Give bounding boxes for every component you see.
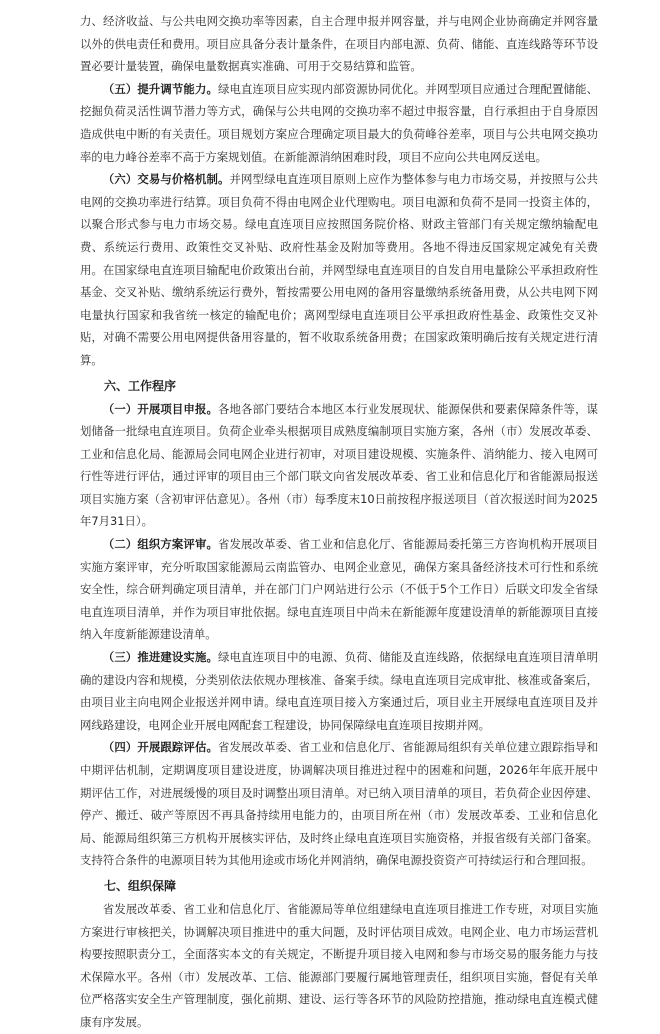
- paragraph-text: 绿电直连项目应实现内部资源协同优化。并网型项目应通过合理配置储能、挖掘负荷灵活性调节潜力等方式，确保与公共电网的交换功率不超过申报容量，自行承担由于自身原因造成供电中断的有关责任。项目规划方案应合理确定项目最大的负荷峰谷差率，项目与公共电网交换功率的电力峰谷差率不高于方案规划值。在新能源消纳困难时段，项目不应向公共电网反送电。: [80, 81, 598, 164]
- paragraph-regulation-capability: [80, 78, 598, 168]
- paragraph-text: 并网型绿电直连项目原则上应作为整体参与电力市场交易，并按照与公共电网的交换功率进行结算。项目负荷不得由电网企业代理购电。项目电源和负荷不是同一投资主体的，以聚合形式参与电力市场交易。绿电直连项目应按照国务院价格、财政主管部门有关规定缴纳输配电费、系统运行费用、政策性交叉补贴、政府性基金及附加等费用。各地不得违反国家规定减免有关费用。在国家绿电直连项目输配电价政策出台前，并网型绿电直连项目的自发自用电量除公平承担政府性基金、交叉补贴、缴纳系统运行费外，暂按需要公用电网的备用容量缴纳系统备用费，从公共电网下网电量执行国家和我省统一核定的输配电价；离网型绿电直连项目公平承担政府性基金、政策性交叉补贴，对确不需要公用电网提供备用容量的，暂不收取系统备用费；在国家政策明确后按有关规定进行清算。: [80, 172, 598, 367]
- paragraph-trading-pricing: [80, 168, 598, 371]
- subsection-lead: （一）开展项目申报。: [102, 401, 218, 416]
- paragraph-tracking-evaluation: [80, 736, 598, 872]
- subsection-lead: （三）推进建设实施。: [102, 650, 218, 665]
- paragraph-metering: [80, 10, 598, 78]
- paragraph-project-application: [80, 398, 598, 534]
- paragraph-organization: [80, 898, 598, 1034]
- subsection-lead: （二）组织方案评审。: [102, 537, 218, 552]
- paragraph-construction: [80, 646, 598, 736]
- section-heading-guarantee: 七、组织保障: [104, 878, 177, 893]
- section-heading-procedure: 六、工作程序: [104, 378, 177, 393]
- paragraph-text: 各地各部门要结合本地区本行业发展现状、能源保供和要素保障条件等，谋划储备一批绿电直连项目。负荷企业牵头根据项目成熟度编制项目实施方案，各州（市）发展改革委、工业和信息化局、能源局会同电网企业进行初审，对项目建设规模、实施条件、消纳能力、接入电网可行性等进行评估，通过评审的项目由三个部门联文向省发展改革委、省工业和信息化厅和省能源局报送项目实施方案（含初审评估意见）。各州（市）每季度末10日前按程序报送项目（首次报送时间为2025年7月31日）。: [80, 401, 598, 529]
- paragraph-text: 省发展改革委、省工业和信息化厅、省能源局委托第三方咨询机构开展项目实施方案评审，充分听取国家能源局云南监管办、电网企业意见，确保方案具备经济技术可行性和系统安全性，综合研判确定项目清单，并在部门门户网站进行公示（不低于5个工作日）后联文印发全省绿电直连项目清单，并作为项目审批依据。绿电直连项目中尚未在新能源年度建设清单的新能源项目直接纳入年度新能源建设清单。: [80, 537, 598, 642]
- paragraph-text: 力、经济收益、与公共电网交换功率等因素，自主合理申报并网容量，并与电网企业协商确定并网容量以外的供电责任和费用。项目应具备分表计量条件，在项目内部电源、负荷、储能、直连线路等环节设置必要计量装置，确保电量数据真实准确、可用于交易结算和监管。: [80, 14, 598, 74]
- subsection-lead: （四）开展跟踪评估。: [102, 740, 218, 755]
- subsection-lead: （五）提升调节能力。: [102, 81, 218, 96]
- paragraph-text: 省发展改革委、省工业和信息化厅、省能源局组织有关单位建立跟踪指导和中期评估机制，定期调度项目建设进度，协调解决项目推进过程中的困难和问题，2026年年底开展中期评估工作，对进展缓慢的项目及时调整出项目清单。对已纳入项目清单的项目，若负荷企业因停建、停产、搬迁、破产等原因不再具备持续用电能力的，由项目所在州（市）发展改革委、工业和信息化局、能源局组织第三方机构开展核实评估，及时终止绿电直连项目实施资格，并报省级有关部门备案。支持符合条件的电源项目转为其他用途或市场化并网消纳，确保电源投资资产可持续运行和合理回报。: [80, 740, 598, 868]
- paragraph-text: 绿电直连项目中的电源、负荷、储能及直连线路，依据绿电直连项目清单明确的建设内容和规模，分类别依法依规办理核准、备案手续。绿电直连项目完成审批、核准或备案后，由项目业主向电网企业报送并网申请。绿电直连项目接入方案通过后，项目业主开展绿电直连项目及并网线路建设，电网企业开展电网配套工程建设，协同保障绿电直连项目按期并网。: [80, 650, 598, 732]
- paragraph-text: 省发展改革委、省工业和信息化厅、省能源局等单位组建绿电直连项目推进工作专班，对项目实施方案进行审核把关，协调解决项目推进中的重大问题，及时评估项目成效。电网企业、电力市场运营机构要按照职责分工，全面落实本文的有关规定，不断提升项目接入电网和参与市场交易的服务能力与技术保障水平。各州（市）发展改革、工信、能源部门要履行属地管理责任，组织项目实施，督促有关单位严格落实安全生产管理制度，强化前期、建设、运行等各环节的风险防控措施，推动绿电直连模式健康有序发展。: [80, 901, 598, 1029]
- subsection-lead: （六）交易与价格机制。: [102, 172, 230, 187]
- paragraph-plan-review: [80, 533, 598, 646]
